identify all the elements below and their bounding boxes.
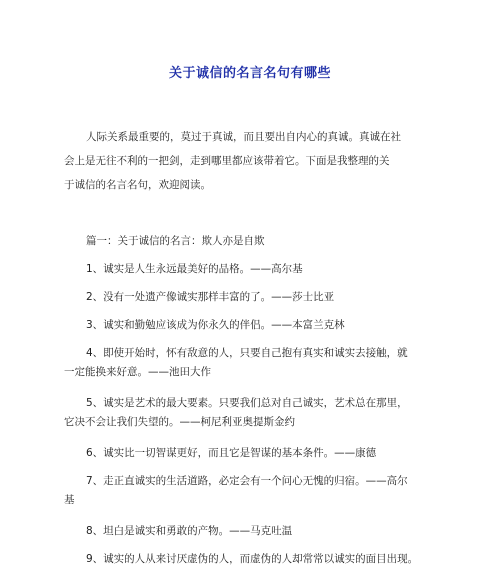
section-heading: 篇一：关于诚信的名言：欺人亦是自欺 bbox=[86, 235, 265, 247]
intro-paragraph bbox=[64, 125, 444, 197]
intro-line: 于诚信的名言名句，欢迎阅读。 bbox=[64, 179, 211, 191]
quote-item-continuation: 它决不会让我们失望的。——柯尼利亚奥提斯金约 bbox=[64, 416, 295, 428]
quote-item: 2、没有一处遗产像诚实那样丰富的了。——莎士比亚 bbox=[86, 291, 335, 303]
quote-item: 3、诚实和勤勉应该成为你永久的伴侣。——本富兰克林 bbox=[86, 319, 345, 331]
intro-line: 会上是无往不利的一把剑，走到哪里都应该带着它。下面是我整理的关 bbox=[64, 155, 390, 167]
quote-item: 1、诚实是人生永远最美好的品格。——高尔基 bbox=[86, 263, 303, 275]
quote-item: 6、诚实比一切智谋更好，而且它是智谋的基本条件。——康德 bbox=[86, 447, 377, 459]
quote-item: 7、走正直诚实的生活道路，必定会有一个问心无愧的归宿。——高尔 bbox=[86, 475, 408, 487]
quote-item: 8、坦白是诚实和勇敢的产物。——马克吐温 bbox=[86, 525, 293, 537]
quote-section bbox=[64, 227, 444, 573]
quote-item: 4、即使开始时，怀有敌意的人，只要自己抱有真实和诚实去接触，就 bbox=[86, 347, 408, 359]
quote-item: 9、诚实的人从来讨厌虚伪的人，而虚伪的人却常常以诚实的面目出现。 bbox=[86, 553, 419, 565]
quote-item-continuation: 一定能换来好意。——池田大作 bbox=[64, 366, 211, 378]
intro-line: 人际关系最重要的，莫过于真诚，而且要出自内心的真诚。真诚在社 bbox=[86, 131, 401, 143]
document-title: 关于诚信的名言名句有哪些 bbox=[168, 66, 331, 81]
quote-item-continuation: 基 bbox=[64, 494, 75, 506]
quote-item: 5、诚实是艺术的最大要素。只要我们总对自己诚实，艺术总在那里， bbox=[86, 397, 408, 409]
